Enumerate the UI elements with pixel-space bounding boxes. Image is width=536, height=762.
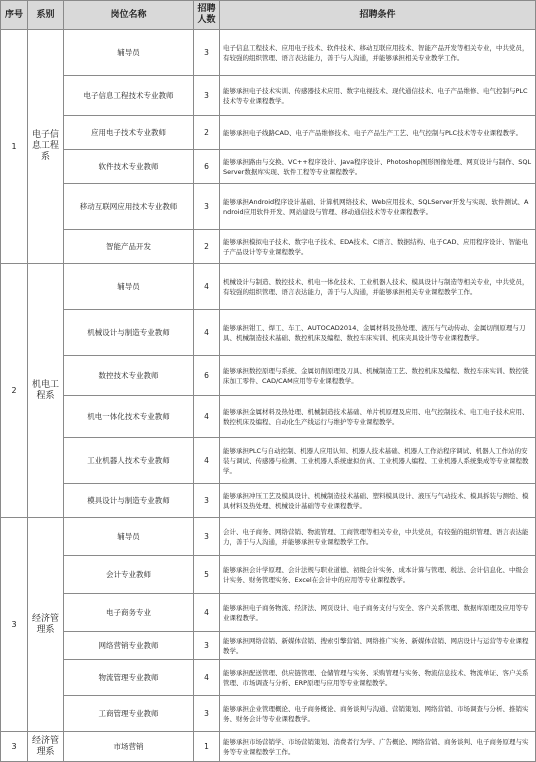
requirements-cell: 能够承担配送管理、供应链管理、仓储管理与实务、采购管理与实务、物流信息技术、物流单证、客户关系管理、市场调查与分析、ERP原理与应用等专业课程教学。	[220, 660, 536, 696]
requirements-cell: 能够承担企业管理概论、电子商务概论、商务谈判与沟通、营销策划、网络营销、市场调查与分析、推销实务、财务会计等专业课程教学。	[220, 696, 536, 732]
table-row	[1, 30, 536, 76]
requirements-cell: 能够承担会计学原理、会计法规与职业道德、初级会计实务、成本计算与管理、税法、会计信息化、中级会计实务、财务管理实务、Excel在会计中的应用等专业课程教学。	[220, 556, 536, 594]
count-cell: 4	[194, 438, 220, 484]
count-cell: 6	[194, 356, 220, 396]
table-row	[1, 732, 536, 762]
requirements-cell: 能够承担路由与交换、VC++程序设计、Java程序设计、Photoshop图形图像处理、网页设计与制作、SQLServer数据库实现、软件工程等专业课程教学。	[220, 150, 536, 184]
position-cell: 电子商务专业	[64, 594, 194, 632]
requirements-cell: 能够承担网络营销、新媒体营销、搜索引擎营销、网络推广实务、新媒体营销、网店设计与运营等专业课程教学。	[220, 632, 536, 660]
table-row	[1, 230, 536, 264]
seq-cell: 2	[1, 264, 28, 518]
count-cell: 1	[194, 732, 220, 762]
requirements-cell: 能够承担钳工、焊工、车工、AUTOCAD2014、金属材料及热处理、液压与气动传动、金属切削原理与刀具、机械制造技术基础、数控机床及编程、数控车床实训、机床夹具设计等专业课程教学。	[220, 310, 536, 356]
requirements-cell: 能够承担电子商务物流、经济法、网页设计、电子商务支付与安全、客户关系管理、数据库原理及应用等专业课程教学。	[220, 594, 536, 632]
count-cell: 3	[194, 76, 220, 116]
requirements-cell: 能够承担PLC与自动控制、机器人应用认知、机器人技术基础、机器人工作站程序调试、机器人工作站的安装与调试、传感器与检测、工业机器人系统虚拟仿真、工业机器人编程、工业机器人系统集成等专业课程教学。	[220, 438, 536, 484]
dept-cell: 经济管理系	[28, 732, 64, 762]
requirements-cell: 能够承担电子线路CAD、电子产品维修技术、电子产品生产工艺、电气控制与PLC技术等专业课程教学。	[220, 116, 536, 150]
count-cell: 2	[194, 230, 220, 264]
header-dept: 系别	[28, 1, 64, 30]
requirements-cell: 能够承担模拟电子技术、数字电子技术、EDA技术、C语言、数据结构、电子CAD、应用程序设计、智能电子产品设计等专业课程教学。	[220, 230, 536, 264]
position-cell: 网络营销专业教师	[64, 632, 194, 660]
position-cell: 移动互联网应用技术专业教师	[64, 184, 194, 230]
requirements-cell: 能够承担金属材料及热处理、机械制造技术基础、单片机原理及应用、电气控制技术、电工电子技术应用、数控机床及编程、自动化生产线运行与维护等专业课程教学。	[220, 396, 536, 438]
requirements-cell: 能够承担数控原理与系统、金属切削原理及刀具、机械制造工艺、数控机床及编程、数控车床实训、数控铣床加工零件、CAD/CAM应用等专业课程教学。	[220, 356, 536, 396]
count-cell: 6	[194, 150, 220, 184]
requirements-cell: 能够承担冲压工艺及模具设计、机械制造技术基础、塑料模具设计、液压与气动技术、模具拆装与测绘、模具材料及热处理、机械设计基础等专业课程教学。	[220, 484, 536, 518]
table-row	[1, 438, 536, 484]
position-cell: 应用电子技术专业教师	[64, 116, 194, 150]
count-cell: 3	[194, 632, 220, 660]
requirements-cell: 机械设计与制造、数控技术、机电一体化技术、工业机器人技术、模具设计与制造等相关专业，中共党员，有较强的组织管理、语言表达能力，善于与人沟通，并能够承担相关专业课程教学工作。	[220, 264, 536, 310]
table-row	[1, 116, 536, 150]
table-row	[1, 76, 536, 116]
count-cell: 5	[194, 556, 220, 594]
position-cell: 数控技术专业教师	[64, 356, 194, 396]
table-row	[1, 150, 536, 184]
position-cell: 电子信息工程技术专业教师	[64, 76, 194, 116]
table-row	[1, 184, 536, 230]
table-row	[1, 556, 536, 594]
header-seq: 序号	[1, 1, 28, 30]
table-row	[1, 594, 536, 632]
table-row	[1, 632, 536, 660]
table-row	[1, 356, 536, 396]
requirements-cell: 能够承担电子技术实训、传感器技术应用、数字电视技术、现代通信技术、电子产品维修、电气控制与PLC技术等专业课程教学。	[220, 76, 536, 116]
position-cell: 会计专业教师	[64, 556, 194, 594]
table-row	[1, 484, 536, 518]
position-cell: 辅导员	[64, 264, 194, 310]
seq-cell: 3	[1, 518, 28, 732]
count-cell: 4	[194, 594, 220, 632]
position-cell: 模具设计与制造专业教师	[64, 484, 194, 518]
header-position: 岗位名称	[64, 1, 194, 30]
requirements-cell: 能够承担Android程序设计基础、计算机网络技术、Web应用技术、SQLServer开发与实现、软件测试、Android应用软件开发、网站建设与管理、移动通信技术等专业课程教学。	[220, 184, 536, 230]
count-cell: 4	[194, 396, 220, 438]
table-row	[1, 518, 536, 556]
position-cell: 辅导员	[64, 30, 194, 76]
table-row	[1, 660, 536, 696]
count-cell: 3	[194, 30, 220, 76]
table-row	[1, 396, 536, 438]
position-cell: 物流管理专业教师	[64, 660, 194, 696]
position-cell: 市场营销	[64, 732, 194, 762]
dept-cell: 电子信息工程系	[28, 30, 64, 264]
dept-cell: 经济管理系	[28, 518, 64, 732]
header-row	[1, 1, 536, 30]
header-requirements: 招聘条件	[220, 1, 536, 30]
position-cell: 机电一体化技术专业教师	[64, 396, 194, 438]
count-cell: 3	[194, 184, 220, 230]
seq-cell: 3	[1, 732, 28, 762]
count-cell: 3	[194, 518, 220, 556]
requirements-cell: 电子信息工程技术、应用电子技术、软件技术、移动互联应用技术、智能产品开发等相关专业，中共党员，有较强的组织管理、语言表达能力，善于与人沟通，并能够承担相关专业教学工作。	[220, 30, 536, 76]
count-cell: 4	[194, 660, 220, 696]
count-cell: 3	[194, 696, 220, 732]
dept-cell: 机电工程系	[28, 264, 64, 518]
count-cell: 2	[194, 116, 220, 150]
table-row	[1, 264, 536, 310]
seq-cell: 1	[1, 30, 28, 264]
position-cell: 机械设计与制造专业教师	[64, 310, 194, 356]
position-cell: 工商管理专业教师	[64, 696, 194, 732]
table-row	[1, 310, 536, 356]
position-cell: 软件技术专业教师	[64, 150, 194, 184]
count-cell: 4	[194, 264, 220, 310]
requirements-cell: 能够承担市场营销学、市场营销策划、消费者行为学、广告概论、网络营销、商务谈判、电子商务原理与实务等专业课程教学工作。	[220, 732, 536, 762]
requirements-cell: 会计、电子商务、网络营销、物流管理、工商管理等相关专业，中共党员，有较强的组织管理、语言表达能力，善于与人沟通，并能够承担专业课程教学工作。	[220, 518, 536, 556]
position-cell: 辅导员	[64, 518, 194, 556]
position-cell: 工业机器人技术专业教师	[64, 438, 194, 484]
position-cell: 智能产品开发	[64, 230, 194, 264]
header-count: 招聘人数	[194, 1, 220, 30]
table-row	[1, 696, 536, 732]
count-cell: 4	[194, 310, 220, 356]
count-cell: 3	[194, 484, 220, 518]
